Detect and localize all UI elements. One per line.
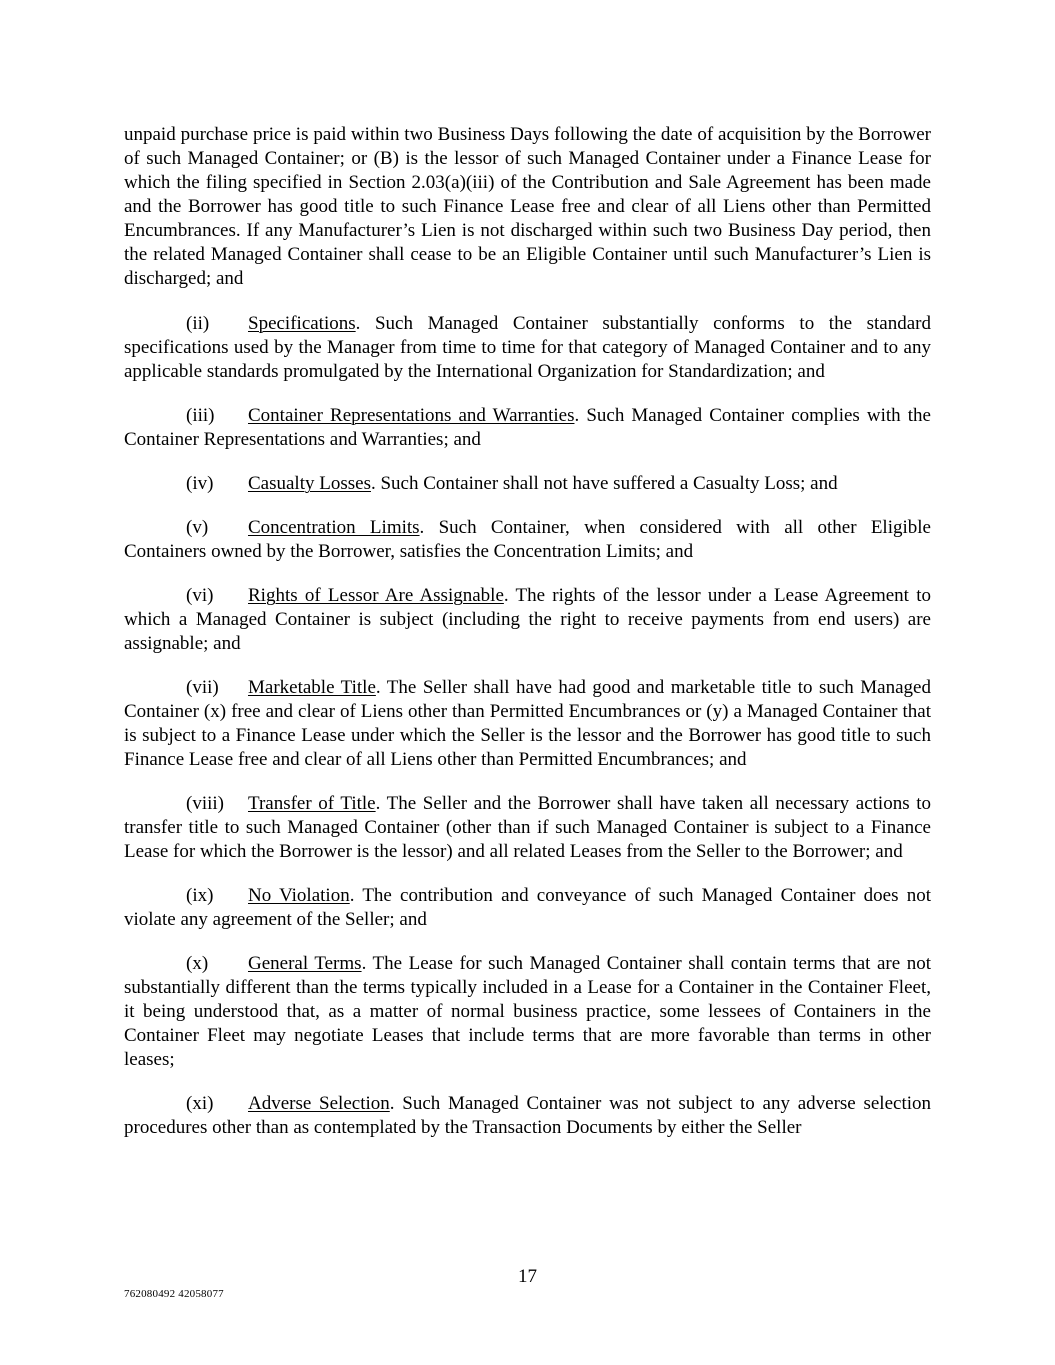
item-number: (iv) [186, 473, 214, 494]
item-text: . Such Container shall not have suffered a Casualty Loss; and [370, 473, 838, 494]
item-heading: Specifications [248, 313, 356, 334]
item-number: (viii) [186, 793, 224, 814]
item-number: (xi) [186, 1093, 214, 1114]
item-number: (ix) [186, 885, 214, 906]
item-number: (x) [186, 953, 209, 974]
item-heading: No Violation [248, 885, 350, 906]
continuation-paragraph: unpaid purchase price is paid within two Business Days following the date of acquisition by the Borrower of such Managed Container; or (B) is the lessor of such Managed Container under a Finance Lease for which the filing specified in Section 2.03(a)(iii) of the Contribution and Sale Agreement has been made and the Borrower has good title to such Finance Lease free and clear of all Liens other than Permitted Encumbrances. If any Manufacturer’s Lien is not discharged within such two Business Day period, then the related Managed Container shall cease to be an Eligible Container until such Manufacturer’s Lien is discharged; and [124, 124, 931, 289]
item-text: . Such Managed Container was not subject to any adverse selection procedures other than as contemplated by the Transaction Documents by either the Seller [124, 1093, 931, 1138]
list-item-iii [124, 404, 931, 452]
item-text: . The Seller and the Borrower shall have taken all necessary actions to transfer title to such Managed Container (other than if such Managed Container is subject to a Finance Lease for which the Borrower is the lessor) and all related Leases from the Seller to the Borrower; and [124, 793, 931, 862]
item-number: (vii) [186, 677, 219, 698]
item-text: . Such Managed Container substantially conforms to the standard specifications used by the Manager from time to time for that category of Managed Container and to any applicable standards promulgated by the International Organization for Standardization; and [124, 313, 931, 382]
item-heading: Container Representations and Warranties [248, 405, 575, 426]
item-text: . Such Managed Container complies with the Container Representations and Warranties; and [124, 405, 931, 450]
item-text: . The contribution and conveyance of such Managed Container does not violate any agreement of the Seller; and [124, 885, 931, 930]
list-item-vii [124, 676, 931, 772]
list-item-x [124, 952, 931, 1072]
item-heading: Concentration Limits [248, 517, 420, 538]
item-text: . The Lease for such Managed Container shall contain terms that are not substantially different than the terms typically included in a Lease for a Container in the Container Fleet, it being understood that, as a matter of normal business practice, some lessees of Containers in the Container Fleet may negotiate Leases that include terms that are more favorable than terms in other leases; [124, 953, 932, 1070]
list-item-viii [124, 792, 931, 864]
item-number: (v) [186, 517, 209, 538]
item-text: . The Seller shall have had good and marketable title to such Managed Container (x) free and clear of Liens other than Permitted Encumbrances or (y) a Managed Container that is subject to a Finance Lease under which the Seller is the lessor and the Borrower has good title to such Finance Lease free and clear of all Liens other than Permitted Encumbrances; and [124, 677, 931, 770]
item-number: (ii) [186, 313, 210, 334]
item-heading: Adverse Selection [248, 1093, 390, 1114]
item-heading: Casualty Losses [248, 473, 371, 494]
item-heading: General Terms [248, 953, 362, 974]
item-text: . Such Container, when considered with all other Eligible Containers owned by the Borrower, satisfies the Concentration Limits; and [124, 517, 931, 562]
item-number: (iii) [186, 405, 215, 426]
list-item-xi [124, 1092, 931, 1140]
item-heading: Rights of Lessor Are Assignable [248, 585, 504, 606]
list-item-ix [124, 884, 931, 932]
list-item-iv [124, 472, 931, 496]
list-item-vi [124, 584, 931, 656]
item-number: (vi) [186, 585, 214, 606]
item-text: . The rights of the lessor under a Lease Agreement to which a Managed Container is subject (including the right to receive payments from end users) are assignable; and [124, 585, 931, 654]
document-body [124, 123, 931, 1160]
list-item-v [124, 516, 931, 564]
document-id: 762080492 42058077 [124, 1288, 224, 1300]
list-item-ii [124, 312, 931, 384]
item-heading: Marketable Title [248, 677, 376, 698]
item-heading: Transfer of Title [248, 793, 376, 814]
page-number: 17 [518, 1266, 537, 1287]
